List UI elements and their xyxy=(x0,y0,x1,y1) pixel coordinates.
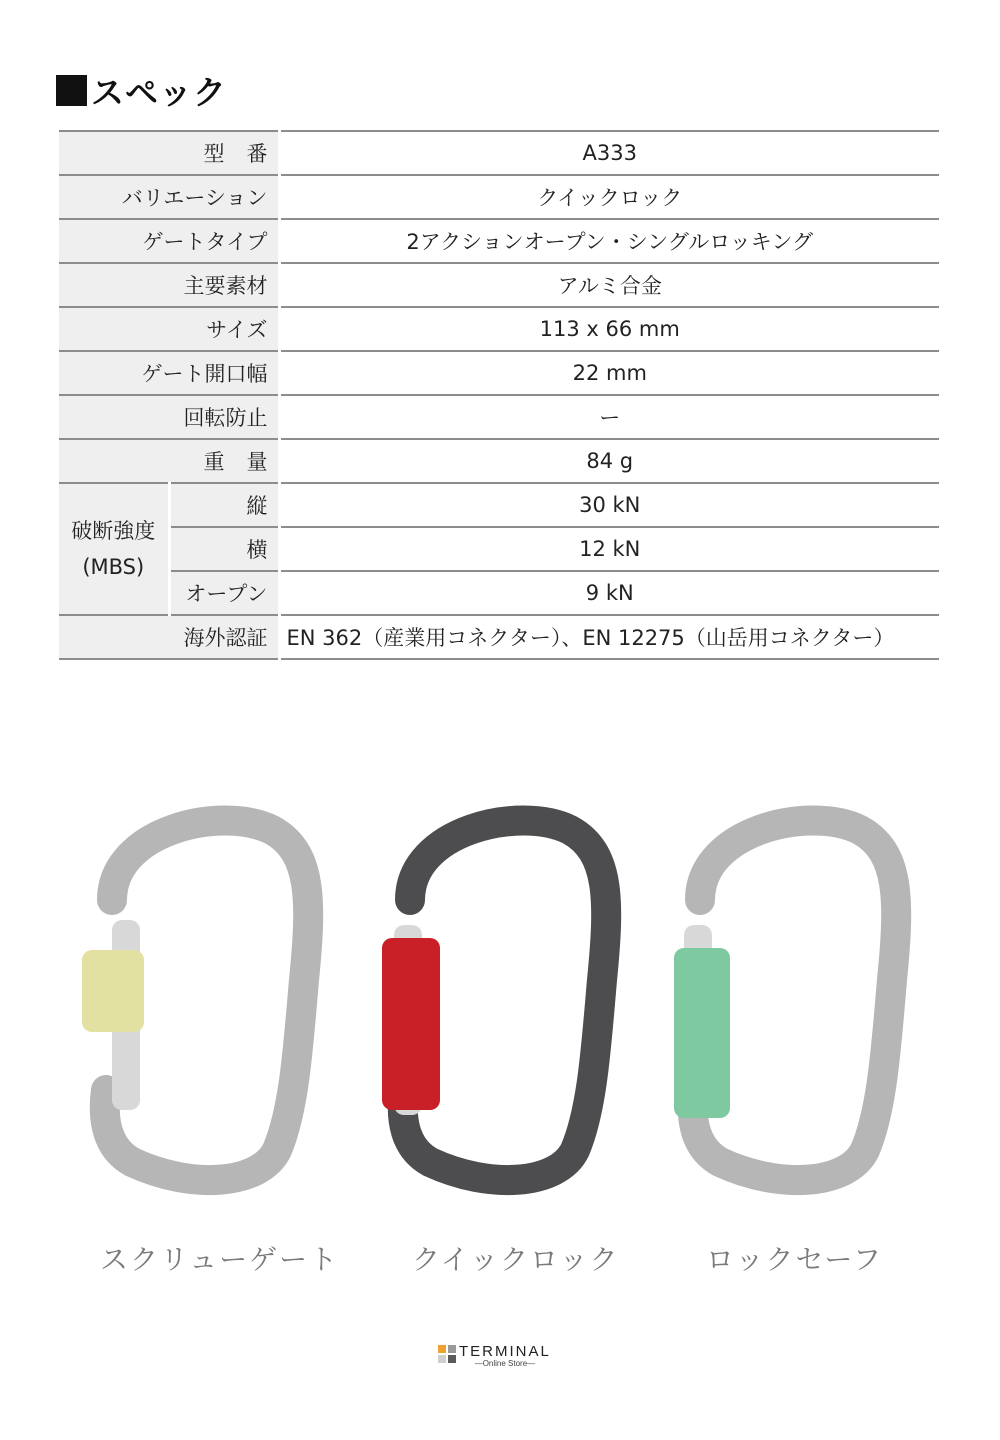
spec-group-label xyxy=(59,483,169,615)
spec-value: EN 362（産業用コネクター）、EN 12275（山岳用コネクター） xyxy=(279,615,939,659)
spec-value: 2アクションオープン・シングルロッキング xyxy=(279,219,939,263)
spec-row-certification xyxy=(59,615,939,659)
spec-value: 22 mm xyxy=(279,351,939,395)
terminal-logo-icon xyxy=(438,1345,456,1363)
spec-label: バリエーション xyxy=(59,175,279,219)
product-variations xyxy=(0,790,1000,1290)
carabiner-icon xyxy=(660,790,920,1210)
caption-screwgate: スクリューゲート xyxy=(100,1243,340,1276)
spec-row-strength-minor xyxy=(59,527,939,571)
spec-label: 主要素材 xyxy=(59,263,279,307)
heading-text: スペック xyxy=(91,72,227,112)
spec-value: アルミ合金 xyxy=(279,263,939,307)
carabiner-quicklock-image xyxy=(370,790,630,1210)
spec-label: 縦 xyxy=(169,483,279,527)
spec-label xyxy=(59,439,290,483)
spec-row-gate-type xyxy=(59,219,939,263)
carabiner-sleeve xyxy=(82,950,144,1032)
logo-subtitle: —Online Store— xyxy=(474,1359,536,1368)
spec-label: 回転防止 xyxy=(59,395,279,439)
carabiner-locksafe-image xyxy=(660,790,920,1210)
carabiner-sleeve xyxy=(674,948,730,1118)
spec-value: クイックロック xyxy=(279,175,939,219)
spec-row-strength-major xyxy=(59,483,939,527)
spec-row-size xyxy=(59,307,939,351)
logo-square xyxy=(438,1355,446,1363)
spec-row-material xyxy=(59,263,939,307)
logo-square xyxy=(438,1345,446,1353)
spec-value: A333 xyxy=(279,131,939,175)
spec-label: 横 xyxy=(169,527,279,571)
logo-words xyxy=(459,1344,551,1368)
spec-label: ゲート開口幅 xyxy=(59,351,279,395)
spec-value: 30 kN xyxy=(279,483,939,527)
caption-locksafe: ロックセーフ xyxy=(706,1243,883,1276)
carabiner-icon xyxy=(72,790,332,1210)
spec-value: 9 kN xyxy=(279,571,939,615)
spec-value: ー xyxy=(279,395,939,439)
heading-square-icon xyxy=(56,75,87,106)
spec-label: ゲートタイプ xyxy=(59,219,279,263)
caption-quicklock: クイックロック xyxy=(412,1243,620,1276)
spec-label-text: 重量 xyxy=(203,450,290,474)
spec-group-label-line2: (MBS) xyxy=(82,555,145,579)
spec-label xyxy=(59,131,290,175)
spec-value: 12 kN xyxy=(279,527,939,571)
spec-row-anti-rotation xyxy=(59,395,939,439)
logo-name: TERMINAL xyxy=(459,1343,551,1360)
logo-square xyxy=(448,1355,456,1363)
carabiner-screwgate-image xyxy=(72,790,332,1210)
spec-label-text: 型番 xyxy=(203,142,290,166)
spec-label: サイズ xyxy=(59,307,279,351)
section-heading xyxy=(56,66,227,114)
spec-group-label-line1: 破断強度 xyxy=(71,519,156,543)
spec-label: オープン xyxy=(169,571,279,615)
spec-row-weight xyxy=(59,439,939,483)
carabiner-icon xyxy=(370,790,630,1210)
spec-row-model xyxy=(59,131,939,175)
spec-row-strength-open xyxy=(59,571,939,615)
spec-label: 海外認証 xyxy=(59,615,279,659)
spec-row-gate-opening xyxy=(59,351,939,395)
spec-row-variation xyxy=(59,175,939,219)
spec-value: 113 x 66 mm xyxy=(279,307,939,351)
store-logo xyxy=(438,1344,551,1368)
logo-square xyxy=(448,1345,456,1353)
carabiner-sleeve xyxy=(382,938,440,1110)
spec-table xyxy=(59,130,939,660)
spec-value: 84 g xyxy=(279,439,939,483)
